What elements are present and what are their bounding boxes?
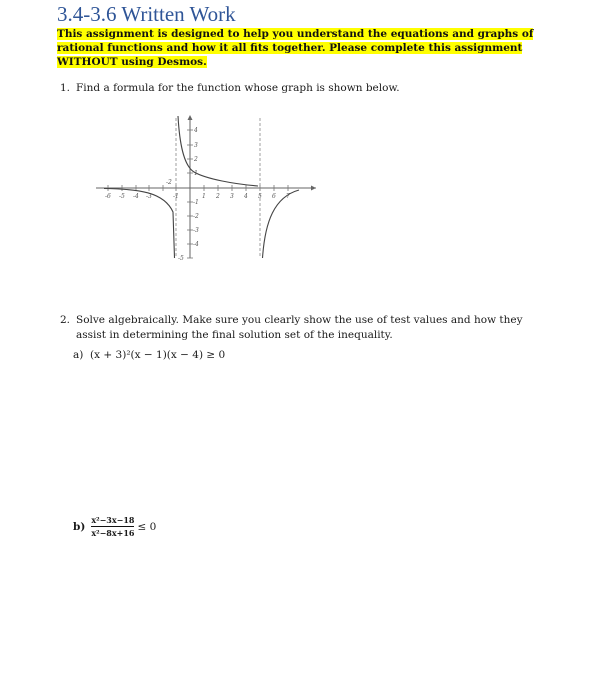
x-tick-label: -4 — [133, 193, 139, 200]
question-2-number: 2. — [60, 314, 71, 326]
x-tick-label: 4 — [244, 193, 248, 200]
x-tick-label: -3 — [146, 193, 152, 200]
part-a — [73, 349, 225, 361]
part-a-expression: (x + 3)²(x − 1)(x − 4) ≥ 0 — [90, 349, 226, 361]
part-a-label: a) — [73, 349, 84, 361]
x-tick-label: 2 — [216, 193, 220, 200]
y-axis-arrow — [188, 115, 193, 120]
question-1-number: 1. — [60, 82, 71, 94]
part-b-fraction — [91, 515, 134, 538]
y-tick-label: -5 — [178, 255, 184, 262]
x-tick-label: 5 — [258, 193, 262, 200]
x-tick-label: 7 — [286, 193, 290, 200]
part-b-relation: ≤ 0 — [137, 520, 157, 533]
fraction-numerator: x²−3x−18 — [91, 515, 135, 525]
intro-highlight: This assignment is designed to help you understand the equations and graphs of rational functions and how it all fits together. Please complete this assignment WITHOUT using Desmos. — [57, 28, 534, 68]
part-b-label: b) — [73, 520, 86, 533]
question-1-text: Find a formula for the function whose graph is shown below. — [76, 82, 400, 94]
y-tick-label: 2 — [194, 156, 198, 163]
y-tick-label: 4 — [194, 127, 198, 134]
y-tick-label: 3 — [194, 142, 198, 149]
question-2-text: Solve algebraically. Make sure you clearly show the use of test values and how they assist in determining the final solution set of the inequality. — [76, 314, 523, 341]
x-axis-arrow — [311, 186, 316, 191]
assignment-intro — [57, 27, 552, 69]
page-title: 3.4-3.6 Written Work — [57, 2, 236, 26]
y-tick-label: -2 — [193, 213, 199, 220]
x-tick-label: -1 — [173, 193, 179, 200]
function-graph — [94, 112, 319, 262]
part-b — [73, 515, 156, 538]
question-1 — [60, 81, 540, 96]
x-tick-label: -2 — [166, 179, 172, 186]
curve-right-branch — [263, 190, 300, 258]
curve-left-branch — [104, 189, 175, 259]
y-tick-label: 1 — [194, 170, 198, 177]
fraction-bar — [91, 526, 134, 527]
x-tick-label: 6 — [272, 193, 276, 200]
question-2 — [60, 313, 530, 343]
fraction-denominator: x²−8x+16 — [91, 528, 135, 538]
x-tick-label: -5 — [119, 193, 125, 200]
y-tick-label: -3 — [193, 227, 199, 234]
y-tick-label: -1 — [193, 199, 199, 206]
x-tick-label: -6 — [105, 193, 111, 200]
x-tick-label: 3 — [230, 193, 234, 200]
x-tick-label: 1 — [202, 193, 206, 200]
y-tick-label: -4 — [193, 241, 199, 248]
